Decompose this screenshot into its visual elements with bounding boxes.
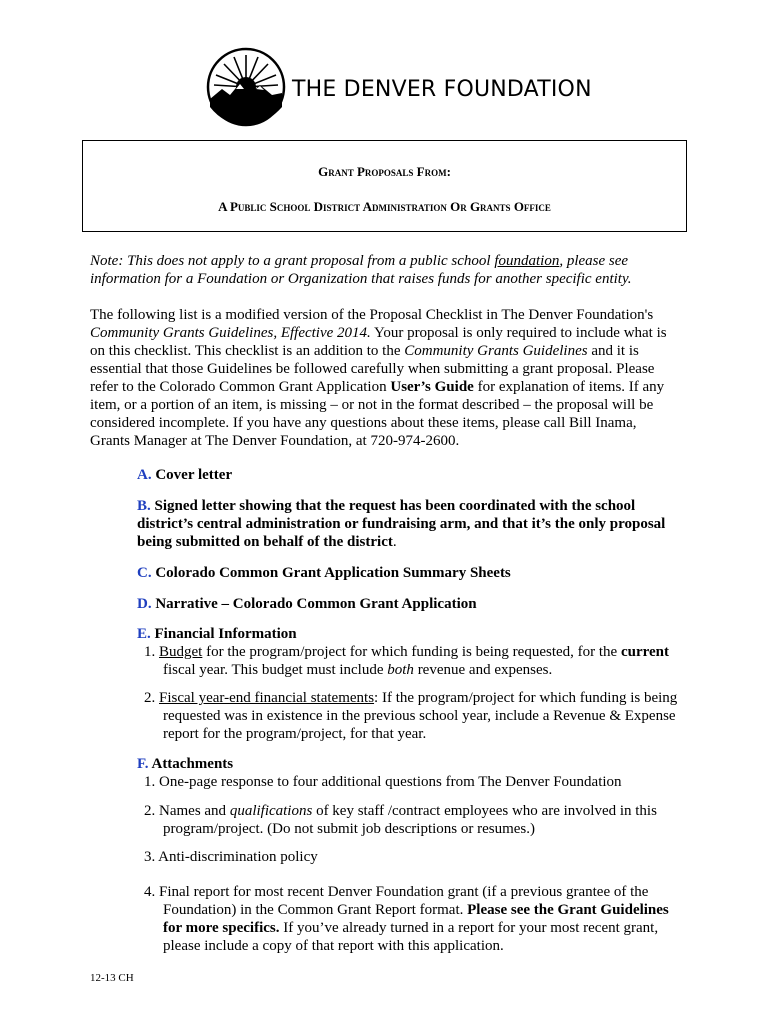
sub-number: 2.: [144, 690, 159, 706]
sub-text: revenue and expenses.: [413, 662, 553, 678]
item-letter: F.: [137, 756, 149, 772]
intro-text-4: for explanation of items. If any item, or a portion of an item, is missing – or not in the format described – the proposal will be considered incomplete. If you have any questions about these items, please call Bill Inama, Grants Manager at The Denver Foundation, at 720-974-2600.: [90, 379, 665, 449]
item-letter: B.: [137, 498, 151, 514]
sub-underlined: Budget: [159, 644, 203, 660]
item-d: [137, 595, 677, 613]
intro-italic-2: Community Grants Guidelines: [404, 343, 588, 359]
intro-text-2: Your proposal is only required to include what is on this checklist. This checklist is an addition to the: [90, 325, 667, 359]
f-sub-4: [144, 883, 684, 955]
item-text: Attachments: [151, 756, 234, 772]
note-paragraph: [90, 252, 680, 288]
sub-text: If you’ve already turned in a report for your most recent grant, please include a copy of that report with this application.: [163, 920, 659, 954]
sub-bold: current: [620, 644, 670, 660]
sub-text: 2. Names and: [144, 803, 230, 819]
sub-text: of key staff /contract employees who are involved in this program/project. (Do not submit job descriptions or resumes.): [163, 803, 657, 837]
sub-underlined: Fiscal year-end financial statements: [159, 690, 375, 706]
item-text: Colorado Common Grant Application Summary Sheets: [155, 565, 511, 581]
sub-number: 1.: [144, 644, 159, 660]
item-letter: C.: [137, 565, 152, 581]
denver-foundation-logo: [206, 47, 592, 127]
e-sub-1: [144, 643, 684, 679]
item-text: Signed letter showing that the request has been coordinated with the school district’s central administration or fundraising arm, and that it’s the only proposal being submitted on behalf of the district: [137, 498, 666, 550]
footer-code: 12-13 CH: [90, 972, 134, 984]
sub-bold: Please see the Grant Guidelines for more specifics.: [163, 902, 669, 936]
item-text: Cover letter: [155, 467, 233, 483]
note-underlined: foundation: [494, 253, 560, 269]
sub-text: for the program/project for which funding is being requested, for the: [202, 644, 621, 660]
f-sub-2: [144, 802, 684, 838]
intro-text-1: The following list is a modified version of the Proposal Checklist in The Denver Foundation's: [90, 307, 654, 323]
sub-text: fiscal year. This budget must include: [163, 662, 388, 678]
e-sub-2: [144, 689, 684, 743]
intro-italic-1: Community Grants Guidelines, Effective 2014.: [90, 325, 371, 341]
item-letter: A.: [137, 467, 152, 483]
intro-bold: User’s Guide: [390, 379, 474, 395]
sub-text: 4. Final report for most recent Denver Foundation grant (if a previous grantee of the Foundation) in the Common Grant Report format.: [144, 884, 649, 918]
intro-text-3: and it is essential that those Guidelines be followed carefully when submitting a grant proposal. Please refer to the Colorado Common Grant Application: [90, 343, 655, 395]
title-line-1: Grant Proposals From:: [318, 164, 451, 179]
item-f: [137, 755, 677, 773]
item-c: [137, 564, 677, 582]
org-name: THE DENVER FOUNDATION: [292, 77, 592, 102]
item-text: Financial Information: [154, 626, 297, 642]
item-letter: D.: [137, 596, 152, 612]
intro-paragraph: [90, 306, 680, 450]
title-box: [82, 140, 687, 232]
item-text: Narrative – Colorado Common Grant Application: [155, 596, 477, 612]
sub-italic: both: [387, 662, 414, 678]
note-text-1: Note: This does not apply to a grant proposal from a public school: [90, 253, 495, 269]
item-letter: E.: [137, 626, 151, 642]
sub-text: : If the program/project for which funding is being requested was in existence in the previous school year, include a Revenue & Expense report for the program/project, for that year.: [163, 690, 678, 742]
f-sub-3: 3. Anti-discrimination policy: [144, 849, 318, 865]
note-text-2: , please see information for a Foundation or Organization that raises funds for another specific entity.: [90, 253, 632, 287]
sub-italic: qualifications: [229, 803, 313, 819]
title-line-2: A Public School District Administration Or Grants Office: [218, 199, 551, 214]
item-e: [137, 625, 677, 643]
f-sub-1: 1. One-page response to four additional questions from The Denver Foundation: [144, 774, 622, 790]
item-b: [137, 497, 677, 551]
item-tail: .: [392, 534, 397, 550]
sun-mountain-icon: [206, 47, 286, 127]
item-a: [137, 466, 677, 484]
